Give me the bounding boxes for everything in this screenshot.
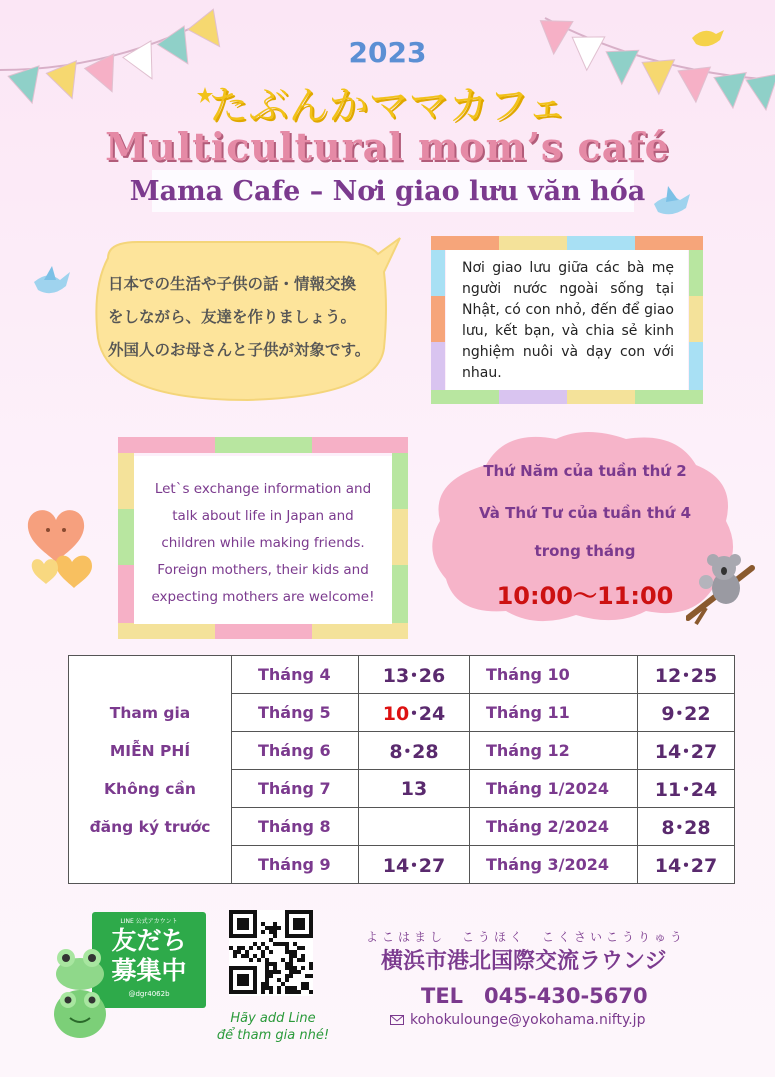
email-text: kohokulounge@yokohama.nifty.jp — [410, 1012, 646, 1028]
dates-cell — [359, 694, 470, 732]
free-entry-cell — [69, 656, 232, 884]
lounge-ruby: よこはまし こうほく こくさいこうりゅう — [366, 930, 687, 944]
schedule-line-1: Thứ Năm của tuần thứ 2 — [483, 462, 687, 480]
free-entry-line: Không cần — [104, 779, 196, 798]
dates-cell: 9･22 — [638, 694, 735, 732]
line-badge-id: @dgr4062b — [128, 990, 170, 998]
mail-icon — [390, 1015, 404, 1025]
month-cell: Tháng 5 — [232, 694, 359, 732]
box-en-line: Let`s exchange information and — [154, 481, 372, 497]
heart-characters-icon — [20, 500, 100, 600]
bubble-jp-text — [108, 268, 378, 367]
tel: TEL 045-430-5670 — [421, 984, 648, 1008]
box-en-line: talk about life in Japan and — [172, 508, 354, 524]
free-entry-line: đăng ký trước — [89, 817, 211, 836]
month-cell: Tháng 2/2024 — [470, 808, 638, 846]
month-cell: Tháng 8 — [232, 808, 359, 846]
month-cell: Tháng 3/2024 — [470, 846, 638, 884]
dates-cell: 8･28 — [638, 808, 735, 846]
dates-text: 13 — [400, 777, 428, 800]
dates-cell: 14･27 — [638, 846, 735, 884]
dates-cell — [359, 732, 470, 770]
schedule-line-2: Và Thứ Tư của tuần thứ 4 — [478, 504, 692, 522]
bird-icon — [30, 262, 74, 302]
add-line-text — [208, 1010, 338, 1044]
dates-cell — [359, 770, 470, 808]
month-cell: Tháng 11 — [470, 694, 638, 732]
free-entry-line: MIỄN PHÍ — [109, 741, 191, 760]
month-cell: Tháng 1/2024 — [470, 770, 638, 808]
dates-highlight: 10 — [382, 703, 410, 725]
title-jp: たぶんかママカフェ — [208, 83, 567, 129]
email-row[interactable] — [390, 1012, 645, 1028]
free-entry-line: Tham gia — [109, 703, 191, 722]
schedule-table — [68, 655, 735, 884]
dates-text: 14･27 — [382, 855, 446, 877]
bubble-line: 外国人のお母さんと子供が対象です。 — [108, 341, 371, 359]
line-badge-main-1: 友だち — [111, 926, 187, 955]
bubble-line: 日本での生活や子供の話・情報交換 — [108, 275, 357, 293]
dates-cell — [359, 846, 470, 884]
bubble-line: をしながら、友達を作りましょう。 — [108, 308, 357, 326]
schedule-line-3: trong tháng — [534, 542, 636, 560]
box-en-line: children while making friends. — [161, 535, 365, 551]
box-vn-text: Nơi giao lưu giữa các bà mẹ người nước ngoài sống tại Nhật, có con nhỏ, đến để giao lưu, kết bạn, và chia sẻ kinh nghiệm nuôi và dạy con với nhau. — [462, 260, 674, 381]
frog-icon — [46, 938, 116, 1048]
month-cell: Tháng 6 — [232, 732, 359, 770]
dates-text: 8･28 — [389, 741, 439, 763]
box-en-line: Foreign mothers, their kids and — [157, 562, 369, 578]
month-cell: Tháng 9 — [232, 846, 359, 884]
month-cell: Tháng 12 — [470, 732, 638, 770]
schedule-time: 10:00～11:00 — [496, 582, 674, 610]
box-en-line: expecting mothers are welcome! — [151, 589, 375, 605]
dates-text: ･24 — [409, 703, 446, 725]
qr-code[interactable] — [229, 910, 313, 996]
add-line-1: Hãy add Line — [230, 1011, 316, 1026]
add-line-2: để tham gia nhé! — [216, 1028, 330, 1043]
dates-cell: 11･24 — [638, 770, 735, 808]
year: 2023 — [348, 36, 427, 69]
dates-cell — [359, 808, 470, 846]
dates-cell: 12･25 — [638, 656, 735, 694]
dates-text: 13･26 — [382, 665, 446, 687]
lounge-name: 横浜市港北国際交流ラウンジ — [381, 949, 667, 974]
dates-cell: 14･27 — [638, 732, 735, 770]
month-cell: Tháng 4 — [232, 656, 359, 694]
title-vn: Mama Cafe – Nơi giao lưu văn hóa — [129, 176, 646, 207]
box-en-text — [138, 476, 388, 611]
dates-cell — [359, 656, 470, 694]
koala-icon — [686, 548, 756, 628]
line-badge-top: LINE 公式アカウント — [120, 918, 178, 925]
line-badge-main-2: 募集中 — [111, 956, 187, 985]
month-cell: Tháng 10 — [470, 656, 638, 694]
table-row — [69, 656, 735, 694]
title-en: Multicultural mom’s café — [105, 124, 670, 169]
month-cell: Tháng 7 — [232, 770, 359, 808]
